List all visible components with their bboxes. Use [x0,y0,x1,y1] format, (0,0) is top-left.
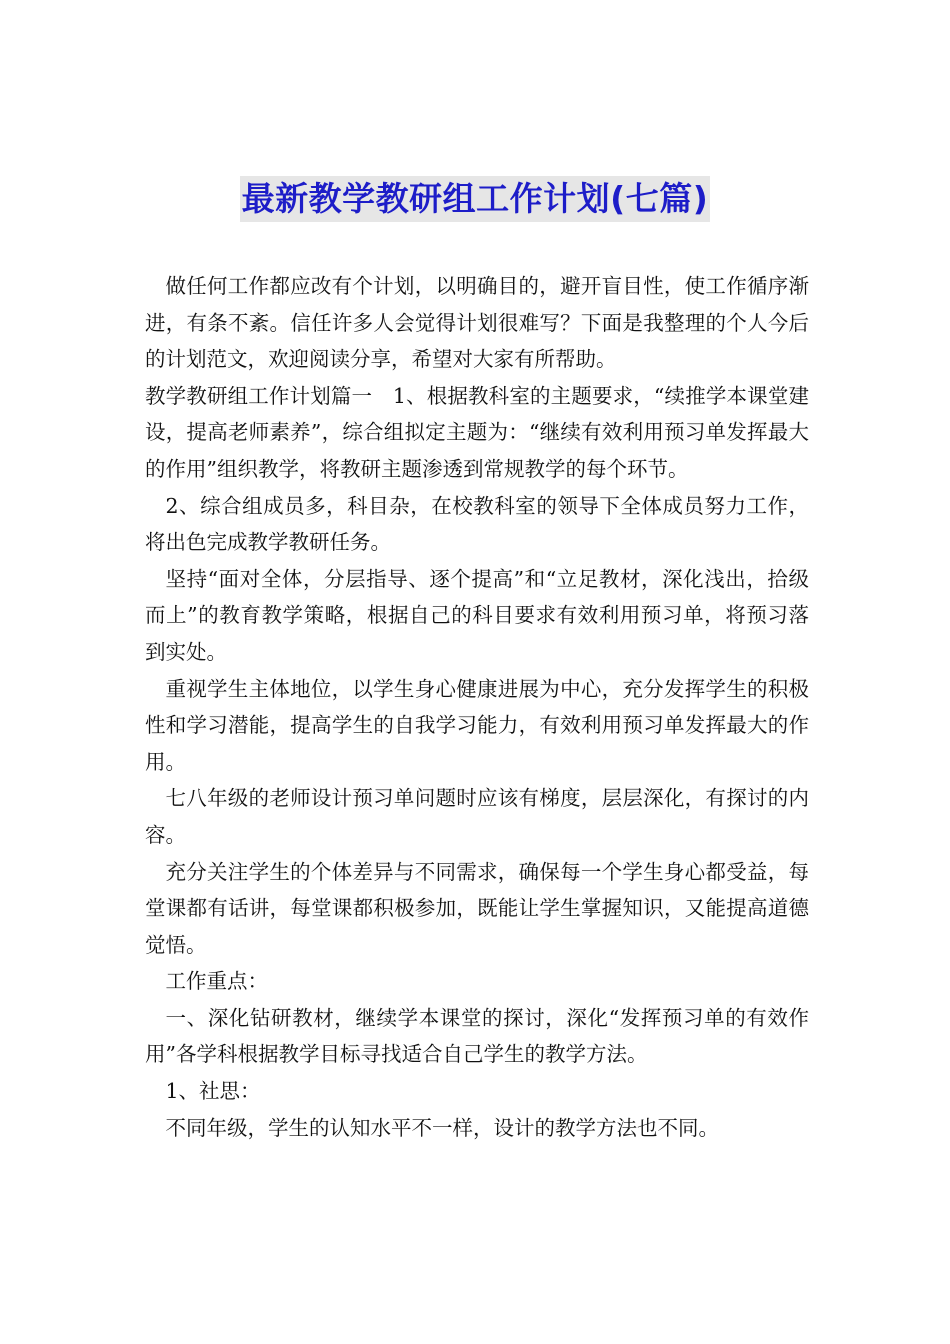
paragraph-work-focus-heading: 工作重点： [165,969,268,994]
paragraph-section-one: 一、深化钻研教材，继续学本课堂的探讨，深化“发挥预习单的有效作用”各学科根据教学目标寻找适合自己学生的教学方法。 [145,1005,809,1067]
paragraph-plan-one: 教学教研组工作计划篇一 1、根据教科室的主题要求，“续推学本课堂建设，提高老师素养”，综合组拟定主题为：“继续有效利用预习单发挥最大的作用”组织教学，将教研主题渗透到常规教学的每个环节。 [145,383,809,481]
paragraph-grade-differences: 不同年级，学生的认知水平不一样，设计的教学方法也不同。 [165,1115,719,1140]
document-body [145,268,809,1146]
document-title: 最新教学教研组工作计划(七篇) [240,176,711,222]
paragraph-strategy: 坚持“面对全体，分层指导、逐个提高”和“立足教材，深化浅出，拾级而上”的教育教学策略，根据自己的科目要求有效利用预习单，将预习落到实处。 [145,566,809,664]
title-container [0,176,950,222]
paragraph-subsection-heading: 1、社思： [165,1079,261,1104]
paragraph-grade-design: 七八年级的老师设计预习单问题时应该有梯度，层层深化，有探讨的内容。 [145,786,809,847]
paragraph-individual-needs: 充分关注学生的个体差异与不同需求，确保每一个学生身心都受益，每堂课都有话讲，每堂课都积极参加，既能让学生掌握知识，又能提高道德觉悟。 [145,859,809,957]
paragraph-intro: 做任何工作都应改有个计划，以明确目的，避开盲目性，使工作循序渐进，有条不紊。信任许多人会觉得计划很难写？下面是我整理的个人今后的计划范文，欢迎阅读分享，希望对大家有所帮助。 [145,274,809,372]
paragraph-student-focus: 重视学生主体地位，以学生身心健康进展为中心，充分发挥学生的积极性和学习潜能，提高学生的自我学习能力，有效利用预习单发挥最大的作用。 [145,676,809,774]
paragraph-item-2: 2、综合组成员多，科目杂，在校教科室的领导下全体成员努力工作，将出色完成教学教研任务。 [145,493,809,555]
